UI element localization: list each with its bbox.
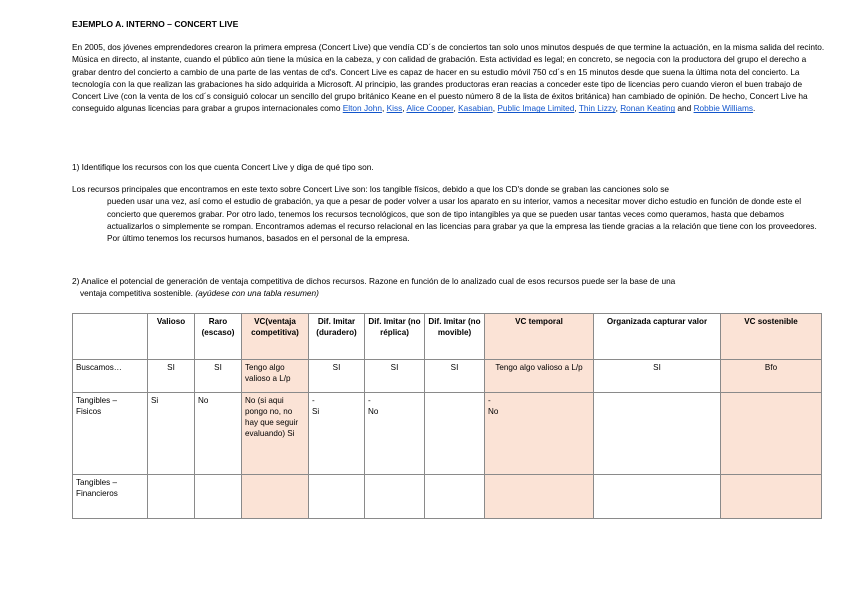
question-1: 1) Identifique los recursos con los que cuenta Concert Live y diga de qué tipo son. (72, 162, 374, 172)
link-public-image-limited[interactable]: Public Image Limited (497, 103, 575, 114)
table-cell: - No (485, 393, 594, 475)
link-elton-john[interactable]: Elton John (342, 103, 382, 114)
table-cell: SI (195, 360, 242, 393)
link-ronan-keating[interactable]: Ronan Keating (620, 103, 676, 114)
table-cell (485, 475, 594, 519)
table-cell: SI (148, 360, 195, 393)
question-2: 2) Analice el potencial de generación de ventaja competitiva de dichos recursos. Razone en función de lo analizado cual de esos recursos puede ser la base de una ventaja competitiva sostenible. (ayúdese con una tabla resumen) (72, 276, 676, 299)
table-cell: SI (309, 360, 365, 393)
answer-1: Los recursos principales que encontramos en este texto sobre Concert Live son: los tangible físicos, debido a que los CD's donde se graban las canciones solo se pueden usar una vez, así como el estudio de grabación, ya que a pesar de poder volver a usar los aparato en su interior, vamos a necesitar mover dicho estudio en función de donde este el concierto que queremos grabar. Por otro lado, tenemos los recursos tecnológicos, que son de tipo intangibles ya que se pueden usar tantas veces como queramos, hasta que debamos actualizarlos o simplemente se rompan. Encontramos ademas el recurso relacional en las licencias para grabar ya que la empresa las tiende gracias a la relación que tiene con los proveedores. Por último tenemos los recursos humanos, basados en el personal de la empresa. (72, 184, 817, 244)
header-cell: Valioso (148, 314, 195, 360)
table-cell: Tengo algo valioso a L/p (242, 360, 309, 393)
table-cell: Buscamos… (73, 360, 148, 393)
header-cell (73, 314, 148, 360)
header-cell: VC sostenible (721, 314, 822, 360)
resources-table (72, 313, 822, 519)
table-cell (721, 475, 822, 519)
header-cell: VC(ventaja competitiva) (242, 314, 309, 360)
table-cell: SI (425, 360, 485, 393)
table-cell (425, 393, 485, 475)
table-header-row (73, 314, 822, 360)
table-cell (365, 475, 425, 519)
header-cell: VC temporal (485, 314, 594, 360)
table-cell (148, 475, 195, 519)
table-cell: No (si aqui pongo no, no hay que seguir evaluando) Si (242, 393, 309, 475)
link-thin-lizzy[interactable]: Thin Lizzy (578, 103, 616, 114)
table-row (73, 475, 822, 519)
table-cell (195, 475, 242, 519)
header-cell: Dif. Imitar (duradero) (309, 314, 365, 360)
header-cell: Organizada capturar valor (594, 314, 721, 360)
table-cell: Si (148, 393, 195, 475)
table-cell (425, 475, 485, 519)
table-cell: Tangibles – Fisicos (73, 393, 148, 475)
table-cell: No (195, 393, 242, 475)
header-cell: Raro (escaso) (195, 314, 242, 360)
document-title: EJEMPLO A. INTERNO – CONCERT LIVE (72, 19, 239, 29)
header-cell: Dif. Imitar (no réplica) (365, 314, 425, 360)
table-row (73, 360, 822, 393)
intro-paragraph: En 2005, dos jóvenes emprendedores crearon la primera empresa (Concert Live) que vendía CD´s de conciertos tan solo unos minutos después de que termine la actuación, en la misma salida del recinto. Música en directo, al instante, cuando el público aún tiene la música en la cabeza, y con calidad de grabación. Esta actividad es legal; en concreto, se negocia con la productora del grupo el derecho a grabar dentro del concierto a cambio de una parte de las ventas de cd's. Concert Live es capaz de hacer en su estudio móvil 750 cd´s en 15 minutos desde que suena la última nota del concierto. La tecnología con la que realizan las grabaciones ha sido adquirida a Microsoft. Al principio, las grandes productoras eran reacias a conceder este tipo de licencias pero cuando vieron el buen trabajo de Concert Live (con la venta de los cd´s consiguió colocar un sencillo del grupo británico Keane en el puesto número 8 de la lista de éxitos británica) han cambiado de opinión. De hecho, Concert Live ha conseguido algunas licencias para grabar a grupos internacionales como Elton John, Kiss, Alice Cooper, Kasabian, Public Image Limited, Thin Lizzy, Ronan Keating and Robbie Williams. (72, 42, 825, 114)
table-cell (594, 393, 721, 475)
table-cell: Tengo algo valioso a L/p (485, 360, 594, 393)
table-cell (721, 393, 822, 475)
table-row (73, 393, 822, 475)
link-kiss[interactable]: Kiss (386, 103, 403, 114)
table-cell: Tangibles – Financieros (73, 475, 148, 519)
table-cell: Bfo (721, 360, 822, 393)
table-cell (594, 475, 721, 519)
table-cell (242, 475, 309, 519)
table-cell: - Si (309, 393, 365, 475)
link-alice-cooper[interactable]: Alice Cooper (406, 103, 454, 114)
table-cell (309, 475, 365, 519)
link-robbie-williams[interactable]: Robbie Williams (693, 103, 754, 114)
table-cell: SI (365, 360, 425, 393)
table-cell: SI (594, 360, 721, 393)
table-cell: - No (365, 393, 425, 475)
link-kasabian[interactable]: Kasabian (458, 103, 493, 114)
header-cell: Dif. Imitar (no movible) (425, 314, 485, 360)
